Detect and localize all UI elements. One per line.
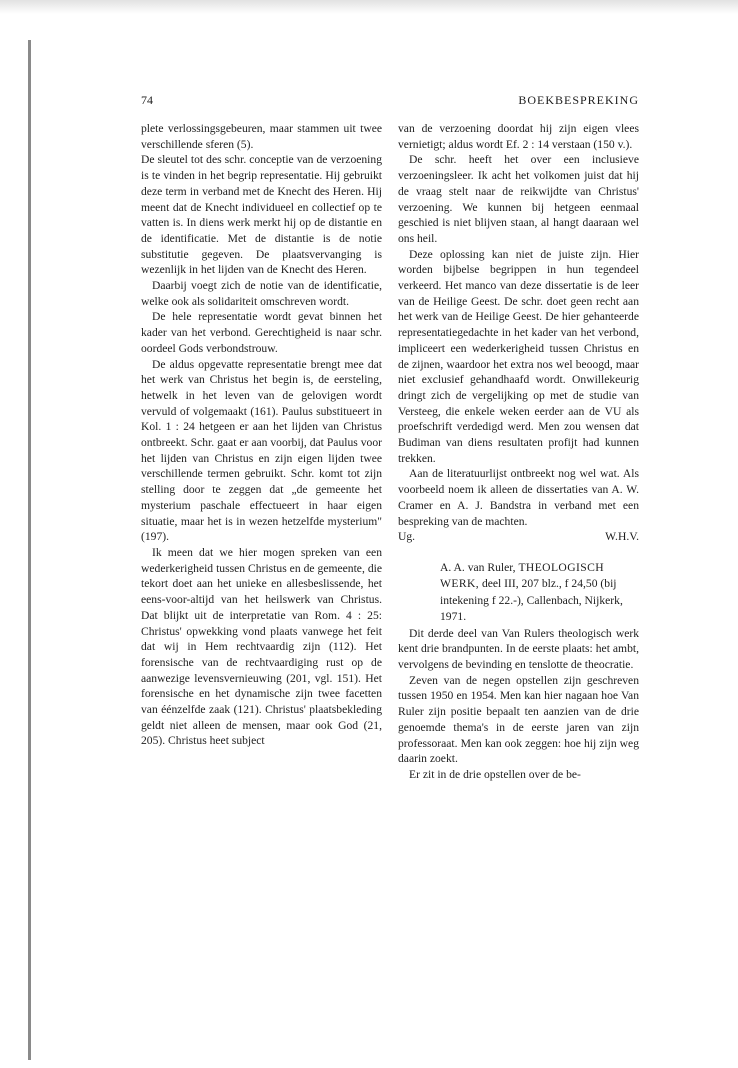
paragraph: De schr. heeft het over een inclusieve verzoeningsleer. Ik acht het volkomen juist dat hij de vraag stelt naar de reikwijdte van Christus' verzoening. We kunnen bij hetgeen eenmaal geschied is niet blijven staan, al hangt daaraan wel ons heil. [398,153,639,245]
paragraph: De sleutel tot des schr. conceptie van de verzoening is te vinden in het begrip representatie. Hij gebruikt deze term in verband met de Knecht des Heren. Hij meent dat de Knecht individueel en collectief op te vatten is. In diens werk merkt hij op de distantie en de identificatie. Met de distantie is de notie substitutie gegeven. De plaatsvervanging is wezenlijk in het lijden van de Knecht des Heren. [141,153,382,277]
page-header [141,93,639,109]
signature-place: Ug. [398,530,416,544]
paragraph: Er zit in de drie opstellen over de be- [409,767,581,781]
scan-edge-left [28,40,31,1060]
paragraph: Daarbij voegt zich de notie van de identificatie, welke ook als solidariteit omschreven wordt. [141,279,382,308]
paragraph: Deze oplossing kan niet de juiste zijn. Hier worden bijbelse begrippen in hun tegendeel verkeerd. Het manco van deze dissertatie is de leer van de Heilige Geest. De schr. doet geen recht aan het werk van de Heilige Geest. De hier gehanteerde representatiegedachte in het kader van het verbond, impliceert een wederkerigheid tussen Christus en de zijnen, waardoor het extra nos wel beoogd, maar niet exclusief gehandhaafd wordt. Onwillekeurig dringt zich de vergelijking op met de studie van Versteeg, die enkele weken eerder aan de VU als proefschrift verdedigd werd. Men zou wensen dat Budiman van diens resultaten profijt had kunnen trekken. [398,247,639,465]
review-heading [398,560,639,626]
scan-edge-top [0,0,738,14]
paragraph: Zeven van de negen opstellen zijn geschreven tussen 1950 en 1954. Men kan hier nagaan hoe Van Ruler zijn positie bepaalt ten aanzien van de drie genoemde thema's in de eerste jaren van zijn professoraat. Men kan ook zeggen: hoe hij zijn weg daarin zoekt. [398,673,639,766]
signature-initials: W.H.V. [605,530,639,544]
review-book-details: deel III, 207 blz., f 24,50 (bij intekening f 22.-), Callenbach, Nijkerk, 1971. [440,577,623,624]
paragraph: De aldus opgevatte representatie brengt mee dat het werk van Christus het begin is, de eersteling, hetwelk in het leven van de gelovigen wordt vervuld of volgemaakt (161). Paulus substitueert in Kol. 1 : 24 hetgeen er aan het lijden van Christus ontbreekt. Schr. gaat er aan voorbij, dat Paulus voor het lijden van Christus en zijn eigen lijden twee verschillende termen gebruikt. Schr. komt tot zijn stelling door te zeggen dat „de gemeente het mysterium paschale effectueert in haar eigen situatie, maar het is in wezen hetzelfde mysterium" (197). [141,357,382,544]
paragraph: Dit derde deel van Van Rulers theologisch werk kent drie brandpunten. In de eerste plaats: het ambt, vervolgens de bevinding en tenslotte de theocratie. [398,626,639,672]
paragraph: van de verzoening doordat hij zijn eigen vlees vernietigt; aldus wordt Ef. 2 : 14 verstaan (150 v.). [398,122,639,151]
running-head: BOEKBESPREKING [518,93,639,107]
paragraph: De hele representatie wordt gevat binnen het kader van het verbond. Gerechtigheid is naar schr. oordeel Gods verbondstrouw. [141,310,382,355]
review-author: A. A. van Ruler, [440,560,516,574]
right-column [398,121,639,783]
paragraph: Aan de literatuurlijst ontbreekt nog wel wat. Als voorbeeld noem ik alleen de dissertaties van A. W. Cramer en A. J. Bandstra in verband met een bespreking van de machten. [398,467,639,528]
paragraph: plete verlossingsgebeuren, maar stammen uit twee verschillende sferen (5). [141,122,382,151]
review-book-title: THEOLOGISCH WERK, [440,560,604,591]
left-column [141,121,382,749]
page-number: 74 [141,93,153,107]
paragraph: Ik meen dat we hier mogen spreken van een wederkerigheid tussen Christus en de gemeente, die tekort doet aan het unieke en allesbeslissende, het eens-voor-altijd van het heilswerk van Christus. Dat blijkt uit de interpretatie van Rom. 4 : 25: Christus' opwekking vond plaats vanwege het feit dat wij in Hem rechtvaardig zijn (112). Het forensische van de rechtvaardiging rust op de aanwezige levensvernieuwing (201, vgl. 151). Het forensische en het dynamische zijn twee facetten van éénzelfde zaak (121). Christus' plaatsbekleding geldt niet alleen de mensen, maar ook God (21, 205). Christus heet subject [141,545,382,748]
review-signature [398,529,639,545]
